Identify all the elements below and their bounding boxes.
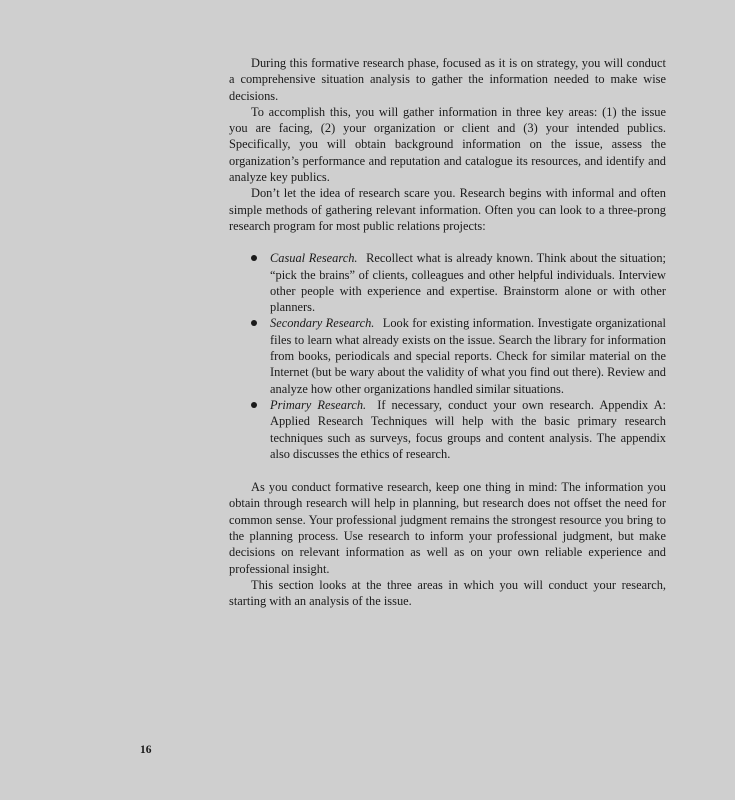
paragraph-three-key-areas: To accomplish this, you will gather information in three key areas: (1) the issue you are facing, (2) your organization or client and (3) your intended publics. Specifically, you will obtain background information on the issue, assess the organization’s performance and reputation and catalogue its resources, and identify and analyze key publics. bbox=[229, 104, 666, 185]
bullet-text: If necessary, conduct your own research. Appendix A: Applied Research Techniques will help with the basic primary research techniques such as surveys, focus groups and content analysis. The appendix also discusses the ethics of research. bbox=[270, 397, 667, 461]
paragraph-section-overview: This section looks at the three areas in which you will conduct your research, starting with an analysis of the issue. bbox=[229, 577, 666, 609]
bullet-text: Recollect what is already known. Think about the situation; “pick the brains” of clients, colleagues and other helpful individuals. Interview other people with experience and expertise. Brainstorm alone or with other planners. bbox=[270, 251, 666, 315]
bullet-text: Look for existing information. Investigate organizational files to learn what already exists on the issue. Search the library for information from books, periodicals and special reports. Check for similar material on the Internet (but be wary about the validity of what you find out there). Review and analyze how other organizations handled similar situations. bbox=[270, 316, 666, 396]
list-item-secondary-research bbox=[270, 315, 666, 396]
paragraph-research-scare: Don’t let the idea of research scare you. Research begins with informal and often simple methods of gathering relevant information. Often you can look to a three-prong research program for most public relations projects: bbox=[229, 186, 666, 233]
bullet-icon bbox=[251, 255, 257, 261]
bullet-term: Primary Research. bbox=[270, 397, 367, 412]
bullet-icon bbox=[251, 320, 257, 326]
bullet-icon bbox=[251, 402, 257, 408]
bullet-term: Casual Research. bbox=[270, 251, 358, 266]
research-types-list bbox=[229, 250, 666, 462]
paragraph-formative-research: During this formative research phase, focused as it is on strategy, you will conduct a comprehensive situation analysis to gather the information needed to make wise decisions. bbox=[229, 56, 666, 103]
paragraph-common-sense: As you conduct formative research, keep one thing in mind: The information you obtain through research will help in planning, but research does not offset the need for common sense. Your professional judgment remains the strongest resource you bring to the planning process. Use research to inform your professional judgment, but make decisions on relevant information as well as on your own reliable experience and professional insight. bbox=[229, 480, 666, 576]
bullet-term: Secondary Research. bbox=[270, 316, 375, 331]
body-text bbox=[229, 55, 666, 610]
list-item-casual-research bbox=[270, 250, 666, 315]
page-number: 16 bbox=[140, 744, 152, 756]
list-item-primary-research bbox=[270, 397, 666, 462]
